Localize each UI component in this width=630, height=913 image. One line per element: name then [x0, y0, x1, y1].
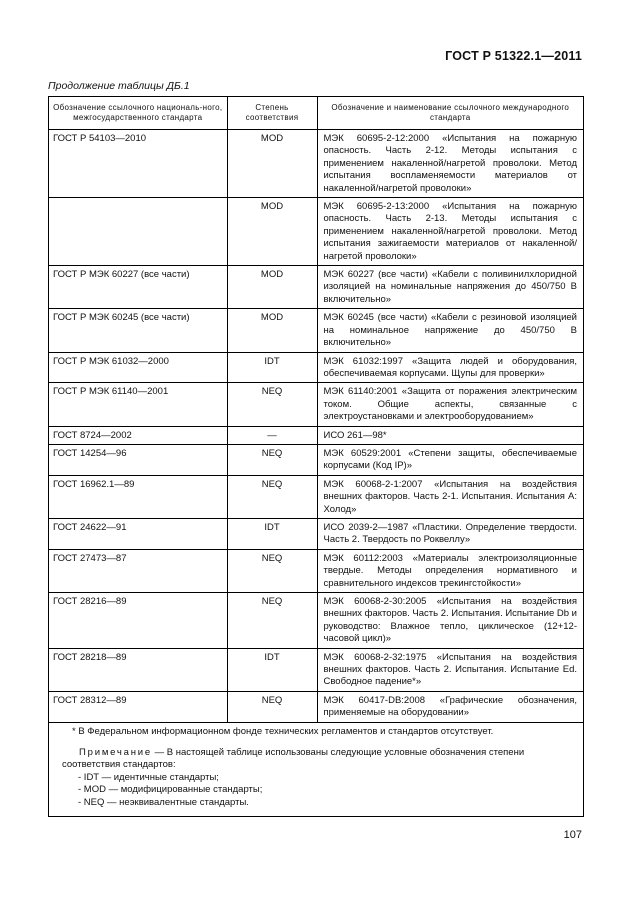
table-row: [49, 691, 583, 722]
national-standard-cell: ГОСТ Р МЭК 61140—2001: [49, 383, 227, 426]
table-row: [49, 198, 583, 266]
degree-cell: IDT: [227, 648, 317, 691]
national-standard-cell: ГОСТ 8724—2002: [49, 426, 227, 444]
degree-cell: MOD: [227, 309, 317, 352]
international-standard-cell: МЭК 60068-2-30:2005 «Испытания на воздействия внешних факторов. Часть 2. Испытания. Испытание Db и руководство: Влажное тепло, циклическое (12+12-часовой цикл)»: [317, 593, 583, 649]
degree-cell: NEQ: [227, 593, 317, 649]
international-standard-cell: МЭК 60068-2-1:2007 «Испытания на воздействия внешних факторов. Часть 2-1. Испытания. Испытания А: Холод»: [317, 475, 583, 518]
international-standard-cell: МЭК 60245 (все части) «Кабели с резиновой изоляцией на номинальное напряжение до 450/750 В включительно»: [317, 309, 583, 352]
national-standard-cell: ГОСТ Р 54103—2010: [49, 130, 227, 198]
table-row: [49, 518, 583, 549]
international-standard-cell: МЭК 60068-2-32:1975 «Испытания на воздействия внешних факторов. Часть 2. Испытания. Испытание Ed. Свободное падение*»: [317, 648, 583, 691]
international-standard-cell: МЭК 60695-2-12:2000 «Испытания на пожарную опасность. Часть 2-12. Методы испытания с применением накаленной/нагретой проволоки. Метод испытания воспламеняемости материалов от накаленной/нагретой проволоки»: [317, 130, 583, 198]
column-header-international-standard: Обозначение и наименование ссылочного международного стандарта: [317, 97, 583, 130]
degree-cell: —: [227, 426, 317, 444]
table-row: [49, 383, 583, 426]
national-standard-cell: ГОСТ Р МЭК 60245 (все части): [49, 309, 227, 352]
note-item: - IDT — идентичные стандарты;: [78, 771, 219, 783]
table-frame: [48, 96, 584, 817]
table-row: [49, 549, 583, 592]
international-standard-cell: ИСО 261—98*: [317, 426, 583, 444]
table-row: [49, 648, 583, 691]
international-standard-cell: МЭК 61140:2001 «Защита от поражения электрическим током. Общие аспекты, связанные с электроустановками и электрооборудованием»: [317, 383, 583, 426]
reference-table: [49, 97, 583, 723]
note-label: Примечание: [79, 747, 152, 758]
national-standard-cell: ГОСТ 27473—87: [49, 549, 227, 592]
table-row: [49, 426, 583, 444]
table-row: [49, 444, 583, 475]
table-row: [49, 593, 583, 649]
note-block: [62, 747, 582, 809]
national-standard-cell: ГОСТ 16962.1—89: [49, 475, 227, 518]
table-row: [49, 309, 583, 352]
degree-cell: NEQ: [227, 383, 317, 426]
degree-cell: NEQ: [227, 444, 317, 475]
degree-cell: IDT: [227, 518, 317, 549]
document-code: ГОСТ Р 51322.1—2011: [445, 49, 582, 63]
national-standard-cell: [49, 198, 227, 266]
degree-cell: MOD: [227, 198, 317, 266]
international-standard-cell: МЭК 60695-2-13:2000 «Испытания на пожарную опасность. Часть 2-13. Методы испытания с применением накаленной/нагретой проволоки. Метод испытания зажигаемости материалов от накаленной/нагретой проволоки»: [317, 198, 583, 266]
degree-cell: NEQ: [227, 549, 317, 592]
table-row: [49, 130, 583, 198]
international-standard-cell: МЭК 60112:2003 «Материалы электроизоляционные твердые. Методы определения нормативного и сравнительного индексов трекингстойкости»: [317, 549, 583, 592]
degree-cell: IDT: [227, 352, 317, 383]
page-number: 107: [563, 829, 582, 841]
table-header-row: [49, 97, 583, 130]
international-standard-cell: МЭК 60227 (все части) «Кабели с поливинилхлоридной изоляцией на номинальные напряжения до 450/750 В включительно»: [317, 266, 583, 309]
table-row: [49, 475, 583, 518]
national-standard-cell: ГОСТ 28312—89: [49, 691, 227, 722]
note-paragraph: [62, 747, 582, 772]
note-text: — В настоящей таблице использованы следующие условные обозначения степени соответствия стандартов:: [62, 747, 525, 771]
international-standard-cell: ИСО 2039-2—1987 «Пластики. Определение твердости. Часть 2. Твердость по Роквеллу»: [317, 518, 583, 549]
column-header-degree: Степень соответствия: [227, 97, 317, 130]
international-standard-cell: МЭК 61032:1997 «Защита людей и оборудования, обеспечиваемая корпусами. Щупы для проверки»: [317, 352, 583, 383]
national-standard-cell: ГОСТ 28218—89: [49, 648, 227, 691]
degree-cell: MOD: [227, 266, 317, 309]
national-standard-cell: ГОСТ Р МЭК 60227 (все части): [49, 266, 227, 309]
national-standard-cell: ГОСТ 14254—96: [49, 444, 227, 475]
table-row: [49, 266, 583, 309]
table-caption: Продолжение таблицы ДБ.1: [48, 80, 190, 92]
footnote: * В Федеральном информационном фонде технических регламентов и стандартов отсутствует.: [72, 726, 494, 737]
degree-cell: NEQ: [227, 691, 317, 722]
degree-cell: NEQ: [227, 475, 317, 518]
national-standard-cell: ГОСТ 24622—91: [49, 518, 227, 549]
column-header-national-standard: Обозначение ссылочного националь-ного, межгосударственного стандарта: [49, 97, 227, 130]
national-standard-cell: ГОСТ Р МЭК 61032—2000: [49, 352, 227, 383]
note-item: - NEQ — неэквивалентные стандарты.: [78, 796, 249, 808]
table-row: [49, 352, 583, 383]
international-standard-cell: МЭК 60529:2001 «Степени защиты, обеспечиваемые корпусами (Код IP)»: [317, 444, 583, 475]
national-standard-cell: ГОСТ 28216—89: [49, 593, 227, 649]
international-standard-cell: МЭК 60417-DB:2008 «Графические обозначения, применяемые на оборудовании»: [317, 691, 583, 722]
note-item: - MOD — модифицированные стандарты;: [78, 784, 263, 796]
degree-cell: MOD: [227, 130, 317, 198]
